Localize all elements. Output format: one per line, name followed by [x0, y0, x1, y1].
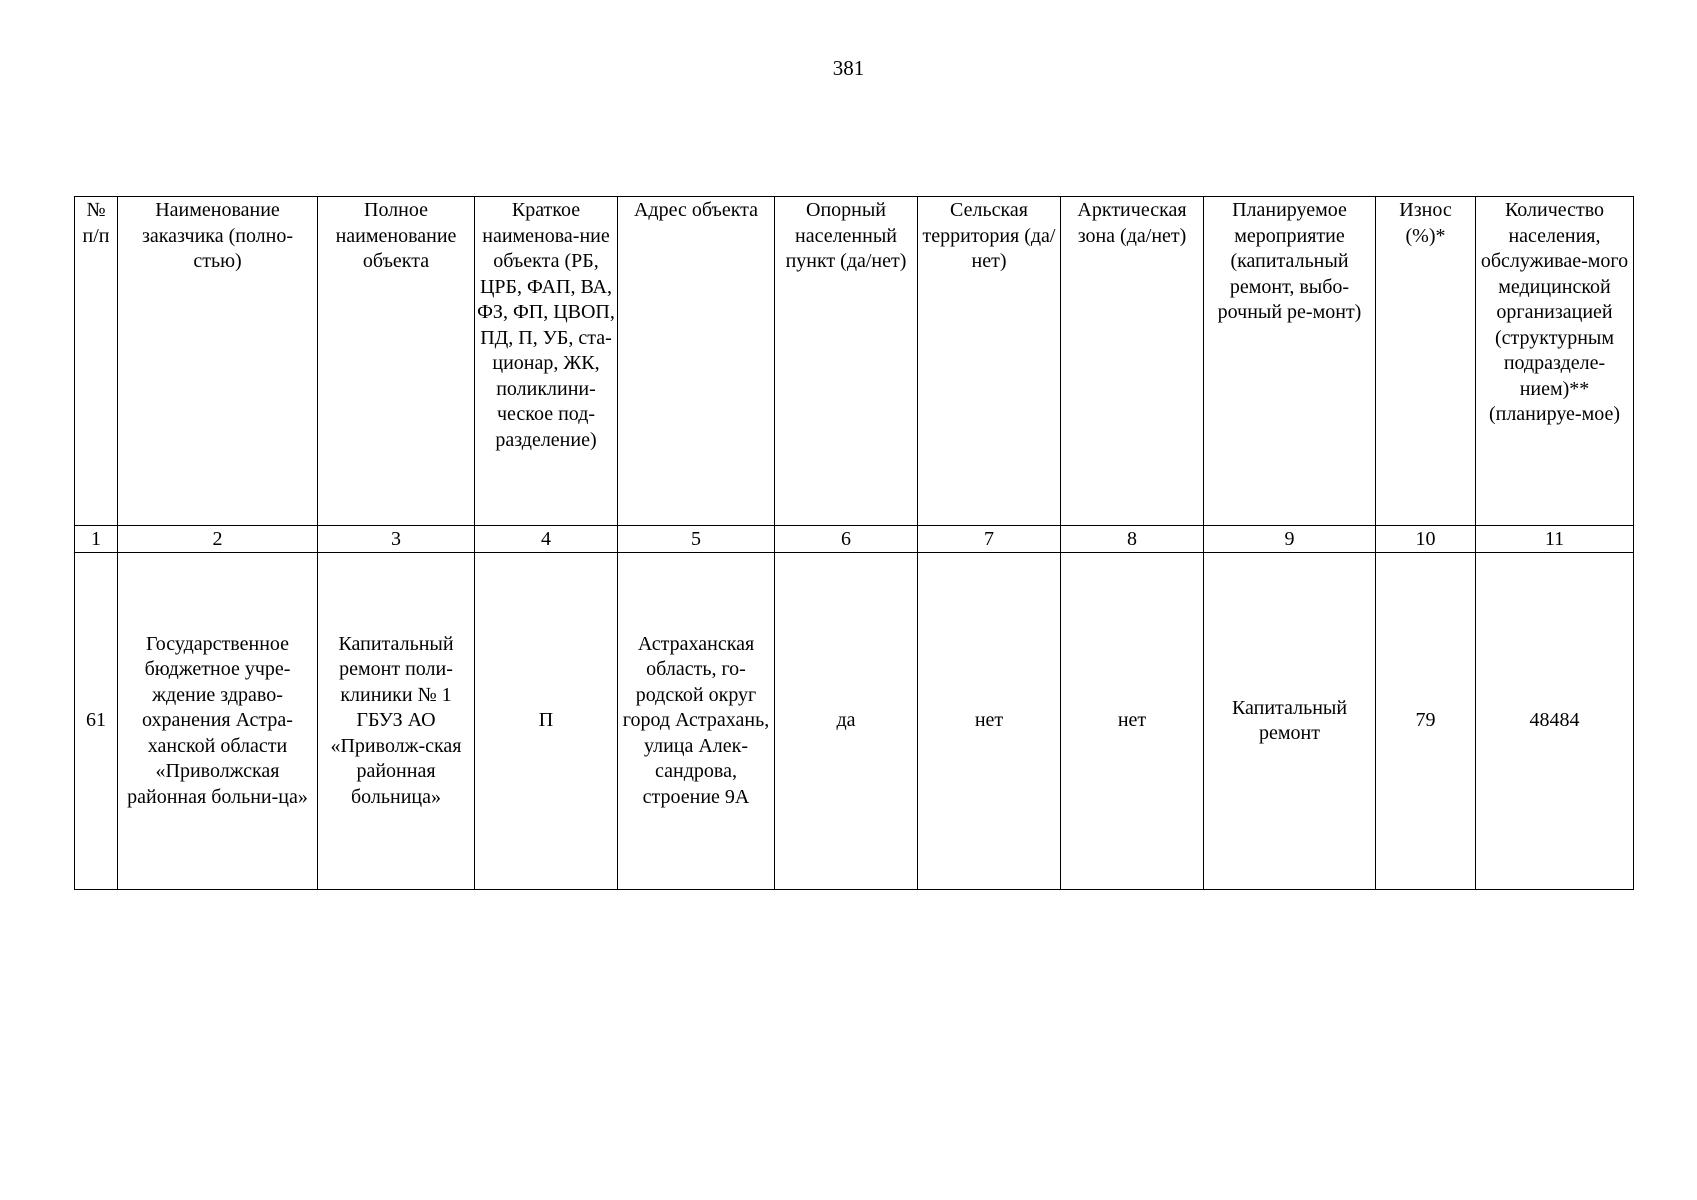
header-cell-address: Адрес объекта: [618, 197, 775, 526]
header-cell-number: № п/п: [75, 197, 118, 526]
header-cell-population: Количество населения, обслуживае-мого медицинской организацией (структурным подразделе-нием)** (планируе-мое): [1476, 197, 1634, 526]
column-number-cell: 9: [1204, 526, 1376, 553]
cell-population: 48484: [1476, 553, 1634, 890]
header-row: [75, 197, 1634, 526]
column-number-cell: 4: [475, 526, 618, 553]
header-cell-object-full: Полное наименование объекта: [318, 197, 475, 526]
header-cell-customer: Наименование заказчика (полно-стью): [118, 197, 318, 526]
cell-customer: Государственное бюджетное учре-ждение здраво-охранения Астра-ханской области «Приволжская районная больни-ца»: [118, 553, 318, 890]
cell-object-full: Капитальный ремонт поли-клиники № 1 ГБУЗ АО «Приволж-ская районная больница»: [318, 553, 475, 890]
cell-rural: нет: [918, 553, 1061, 890]
cell-object-short: П: [475, 553, 618, 890]
page-number: 381: [832, 56, 865, 80]
column-number-cell: 3: [318, 526, 475, 553]
column-number-cell: 7: [918, 526, 1061, 553]
column-number-cell: 10: [1376, 526, 1476, 553]
cell-address: Астраханская область, го-родской округ город Астрахань, улица Алек-сандрова, строение 9А: [618, 553, 775, 890]
column-number-cell: 8: [1061, 526, 1204, 553]
column-number-cell: 2: [118, 526, 318, 553]
header-cell-object-short: Краткое наименова-ние объекта (РБ, ЦРБ, ФАП, ВА, ФЗ, ФП, ЦВОП, ПД, П, УБ, ста-ционар, ЖК, поликлини-ческое под-разделение): [475, 197, 618, 526]
header-cell-support-settlement: Опорный населенный пункт (да/нет): [775, 197, 918, 526]
header-cell-rural: Сельская территория (да/нет): [918, 197, 1061, 526]
cell-arctic: нет: [1061, 553, 1204, 890]
cell-wear: 79: [1376, 553, 1476, 890]
table-row: [75, 553, 1634, 890]
cell-planned-action: Капитальный ремонт: [1204, 553, 1376, 890]
column-number-cell: 11: [1476, 526, 1634, 553]
column-number-cell: 5: [618, 526, 775, 553]
cell-support-settlement: да: [775, 553, 918, 890]
cell-number: 61: [75, 553, 118, 890]
header-cell-wear: Износ (%)*: [1376, 197, 1476, 526]
header-cell-arctic: Арктическая зона (да/нет): [1061, 197, 1204, 526]
column-number-cell: 6: [775, 526, 918, 553]
header-cell-planned-action: Планируемое мероприятие (капитальный ремонт, выбо-рочный ре-монт): [1204, 197, 1376, 526]
facility-table: [74, 196, 1634, 890]
column-number-row: [75, 526, 1634, 553]
column-number-cell: 1: [75, 526, 118, 553]
